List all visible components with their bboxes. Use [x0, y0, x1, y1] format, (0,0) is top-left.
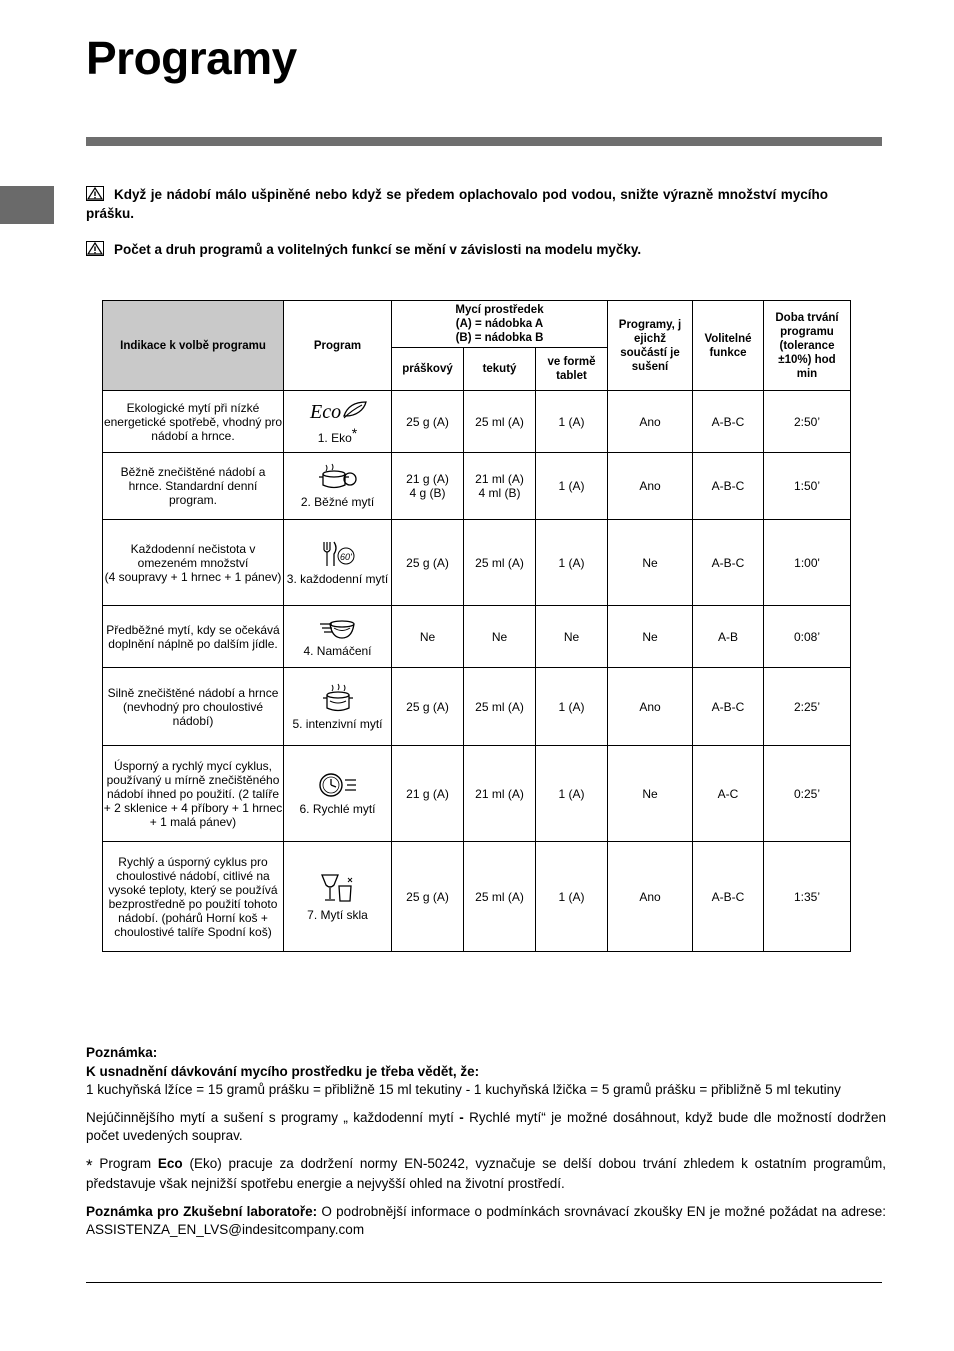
- cell-liquid: 25 ml (A): [464, 668, 536, 746]
- notes-lab: [86, 1203, 886, 1240]
- cell-duration: 0:25’: [764, 746, 851, 842]
- programs-table: [102, 300, 851, 952]
- cell-liquid: 21 ml (A): [464, 746, 536, 842]
- header-detergent-l1: Mycí prostředek: [455, 304, 544, 316]
- notes-efficiency-a: Nejúčinnějšího mytí a sušení s programy „ každodenní mytí: [86, 1109, 454, 1125]
- notes-eco-b: (Eko) pracuje za dodržení normy EN-50242, vyznačuje se delší dobou trvání zhledem k ostatním programům, představuje však nejnižší spotřebu energie a nejvyšší ohled na životní prostředí.: [86, 1155, 886, 1191]
- eco-leaf-icon: [308, 398, 368, 422]
- footnote-marker: *: [351, 425, 358, 441]
- cell-liquid: 25 ml (A): [464, 520, 536, 606]
- program-name: 2. Běžné mytí: [300, 495, 375, 509]
- header-program: Program: [284, 301, 392, 391]
- cell-drying: Ne: [608, 606, 693, 668]
- cell-optional: A-C: [693, 746, 764, 842]
- program-name: 3. každodenní mytí: [286, 571, 389, 586]
- svg-text:Eco: Eco: [309, 401, 341, 422]
- cell-liquid: Ne: [464, 606, 536, 668]
- row-description: Každodenní nečistota v omezeném množství (4 soupravy + 1 hrnec + 1 pánev): [103, 520, 284, 606]
- notes-section: [86, 1044, 886, 1240]
- cell-powder: 25 g (A): [392, 842, 464, 952]
- notes-efficiency-b: Rychlé mytí“ je možné dosáhnout, když bude dle možností dodržen počet uvedených souprav.: [86, 1109, 886, 1143]
- header-rule: [86, 137, 882, 146]
- header-detergent: [392, 301, 608, 348]
- program-name: 5. intenzivní mytí: [292, 716, 383, 731]
- row-program: [284, 746, 392, 842]
- row-program: [284, 668, 392, 746]
- header-liquid: tekutý: [464, 348, 536, 391]
- cell-drying: Ano: [608, 668, 693, 746]
- table-row: [103, 746, 851, 842]
- cell-duration: 2:25’: [764, 668, 851, 746]
- header-indication: Indikace k volbě programu: [103, 301, 284, 391]
- cell-drying: Ano: [608, 453, 693, 520]
- row-description: Běžně znečištěné nádobí a hrnce. Standardní denní program.: [103, 453, 284, 520]
- row-program: [284, 606, 392, 668]
- header-drying: Programy, j ejichž součástí je sušení: [608, 301, 693, 391]
- clock-fast-icon: [318, 772, 358, 798]
- notes-eco-a: Program: [92, 1155, 158, 1171]
- cell-duration: 0:08’: [764, 606, 851, 668]
- program-name: 4. Namáčení: [303, 643, 372, 658]
- header-detergent-l3: (B) = nádobka B: [455, 332, 544, 344]
- row-program: [284, 453, 392, 520]
- warning-icon: [86, 186, 104, 201]
- cell-powder: 25 g (A): [392, 520, 464, 606]
- notes-heading: Poznámka:: [86, 1045, 158, 1060]
- notes-lab-bold: Poznámka pro Zkušební laboratoře:: [86, 1203, 318, 1219]
- cutlery-60-icon: [320, 540, 356, 568]
- bowl-soak-icon: [318, 616, 358, 640]
- cell-tablet: 1 (A): [536, 746, 608, 842]
- warning-text-2: Počet a druh programů a volitelných funkcí se mění v závislosti na modelu myčky.: [114, 242, 642, 257]
- program-name: 6. Rychlé mytí: [299, 801, 376, 816]
- program-name: 1. Eko: [317, 431, 352, 445]
- cell-optional: A-B-C: [693, 453, 764, 520]
- table-row: [103, 668, 851, 746]
- cell-duration: 1:35’: [764, 842, 851, 952]
- footer-rule: [86, 1282, 882, 1283]
- cell-optional: A-B-C: [693, 842, 764, 952]
- notes-eco-bold: Eco: [157, 1155, 183, 1171]
- page-title: Programy: [86, 32, 297, 84]
- warning-icon: [86, 241, 104, 256]
- notes-efficiency-dash: -: [453, 1109, 470, 1125]
- cell-powder: 25 g (A): [392, 668, 464, 746]
- table-row: [103, 453, 851, 520]
- row-description: Rychlý a úsporný cyklus pro choulostivé nádobí, citlivé na vysoké teploty, který se používá bezprostředně po použití tohoto nádobí. (pohárů Horní koš + choulostivé talíře Spodní koš): [103, 842, 284, 952]
- cell-optional: A-B: [693, 606, 764, 668]
- cell-powder: 21 g (A) 4 g (B): [392, 453, 464, 520]
- warning-note-2: [86, 240, 828, 259]
- header-powder: práškový: [392, 348, 464, 391]
- cell-drying: Ano: [608, 842, 693, 952]
- cell-duration: 1:00': [764, 520, 851, 606]
- cell-optional: A-B-C: [693, 391, 764, 453]
- table-row: [103, 520, 851, 606]
- cell-tablet: 1 (A): [536, 520, 608, 606]
- cell-tablet: 1 (A): [536, 668, 608, 746]
- cell-drying: Ne: [608, 746, 693, 842]
- table-row: [103, 842, 851, 952]
- cell-liquid: 25 ml (A): [464, 391, 536, 453]
- cell-powder: 21 g (A): [392, 746, 464, 842]
- footnote-star: *: [86, 1155, 93, 1175]
- cell-powder: Ne: [392, 606, 464, 668]
- notes-lab-text: O podrobnější informace o podmínkách srovnávací zkoušky EN je možné požádat na adrese: ASSISTENZA_EN_LVS@indesitcompany.com: [86, 1203, 886, 1237]
- cell-tablet: 1 (A): [536, 453, 608, 520]
- notes-subheading: K usnadnění dávkování mycího prostředku je třeba vědět, že:: [86, 1063, 480, 1079]
- program-name: 7. Mytí skla: [307, 907, 368, 922]
- row-description: Předběžné mytí, kdy se očekává doplnění náplně po dalším jídle.: [103, 606, 284, 668]
- table-row: [103, 606, 851, 668]
- cell-liquid: 25 ml (A): [464, 842, 536, 952]
- row-program: [284, 391, 392, 453]
- svg-text:60': 60': [339, 551, 352, 562]
- pot-intensive-icon: [321, 683, 355, 713]
- cell-tablet: 1 (A): [536, 842, 608, 952]
- cell-optional: A-B-C: [693, 668, 764, 746]
- cell-duration: 1:50’: [764, 453, 851, 520]
- cell-duration: 2:50’: [764, 391, 851, 453]
- cell-tablet: 1 (A): [536, 391, 608, 453]
- warning-note-1: [86, 185, 828, 223]
- row-description: Úsporný a rychlý mycí cyklus, používaný u mírně znečištěného nádobí ihned po použití. (2 talíře + 2 sklenice + 4 příbory + 1 hrnec + 1 malá pánev): [103, 746, 284, 842]
- row-description: Ekologické mytí při nízké energetické spotřebě, vhodný pro nádobí a hrnce.: [103, 391, 284, 453]
- cell-tablet: Ne: [536, 606, 608, 668]
- header-duration: Doba trvání programu (tolerance ±10%) hod min: [764, 301, 851, 391]
- cell-liquid: 21 ml (A) 4 ml (B): [464, 453, 536, 520]
- row-program: [284, 520, 392, 606]
- side-tab-marker: [0, 186, 54, 224]
- header-detergent-l2: (A) = nádobka A: [455, 318, 544, 330]
- pot-with-steam-icon: [318, 463, 358, 491]
- header-optional: Volitelné funkce: [693, 301, 764, 391]
- cell-drying: Ne: [608, 520, 693, 606]
- cell-drying: Ano: [608, 391, 693, 453]
- notes-efficiency: [86, 1109, 886, 1146]
- notes-eco: [86, 1155, 886, 1194]
- glasses-icon: [319, 872, 357, 904]
- warning-text-1: Když je nádobí málo ušpiněné nebo když se předem oplachovalo pod vodou, snižte výrazně množství mycího prášku.: [86, 187, 828, 221]
- row-description: Silně znečištěné nádobí a hrnce (nevhodný pro choulostivé nádobí): [103, 668, 284, 746]
- row-program: [284, 842, 392, 952]
- cell-powder: 25 g (A): [392, 391, 464, 453]
- header-tablet: ve formě tablet: [536, 348, 608, 391]
- table-row: [103, 391, 851, 453]
- cell-optional: A-B-C: [693, 520, 764, 606]
- notes-dosage: 1 kuchyňská lžíce = 15 gramů prášku = přibližně 15 ml tekutiny - 1 kuchyňská lžička = 5 gramů prášku = přibližně 5 ml tekutiny: [86, 1082, 841, 1097]
